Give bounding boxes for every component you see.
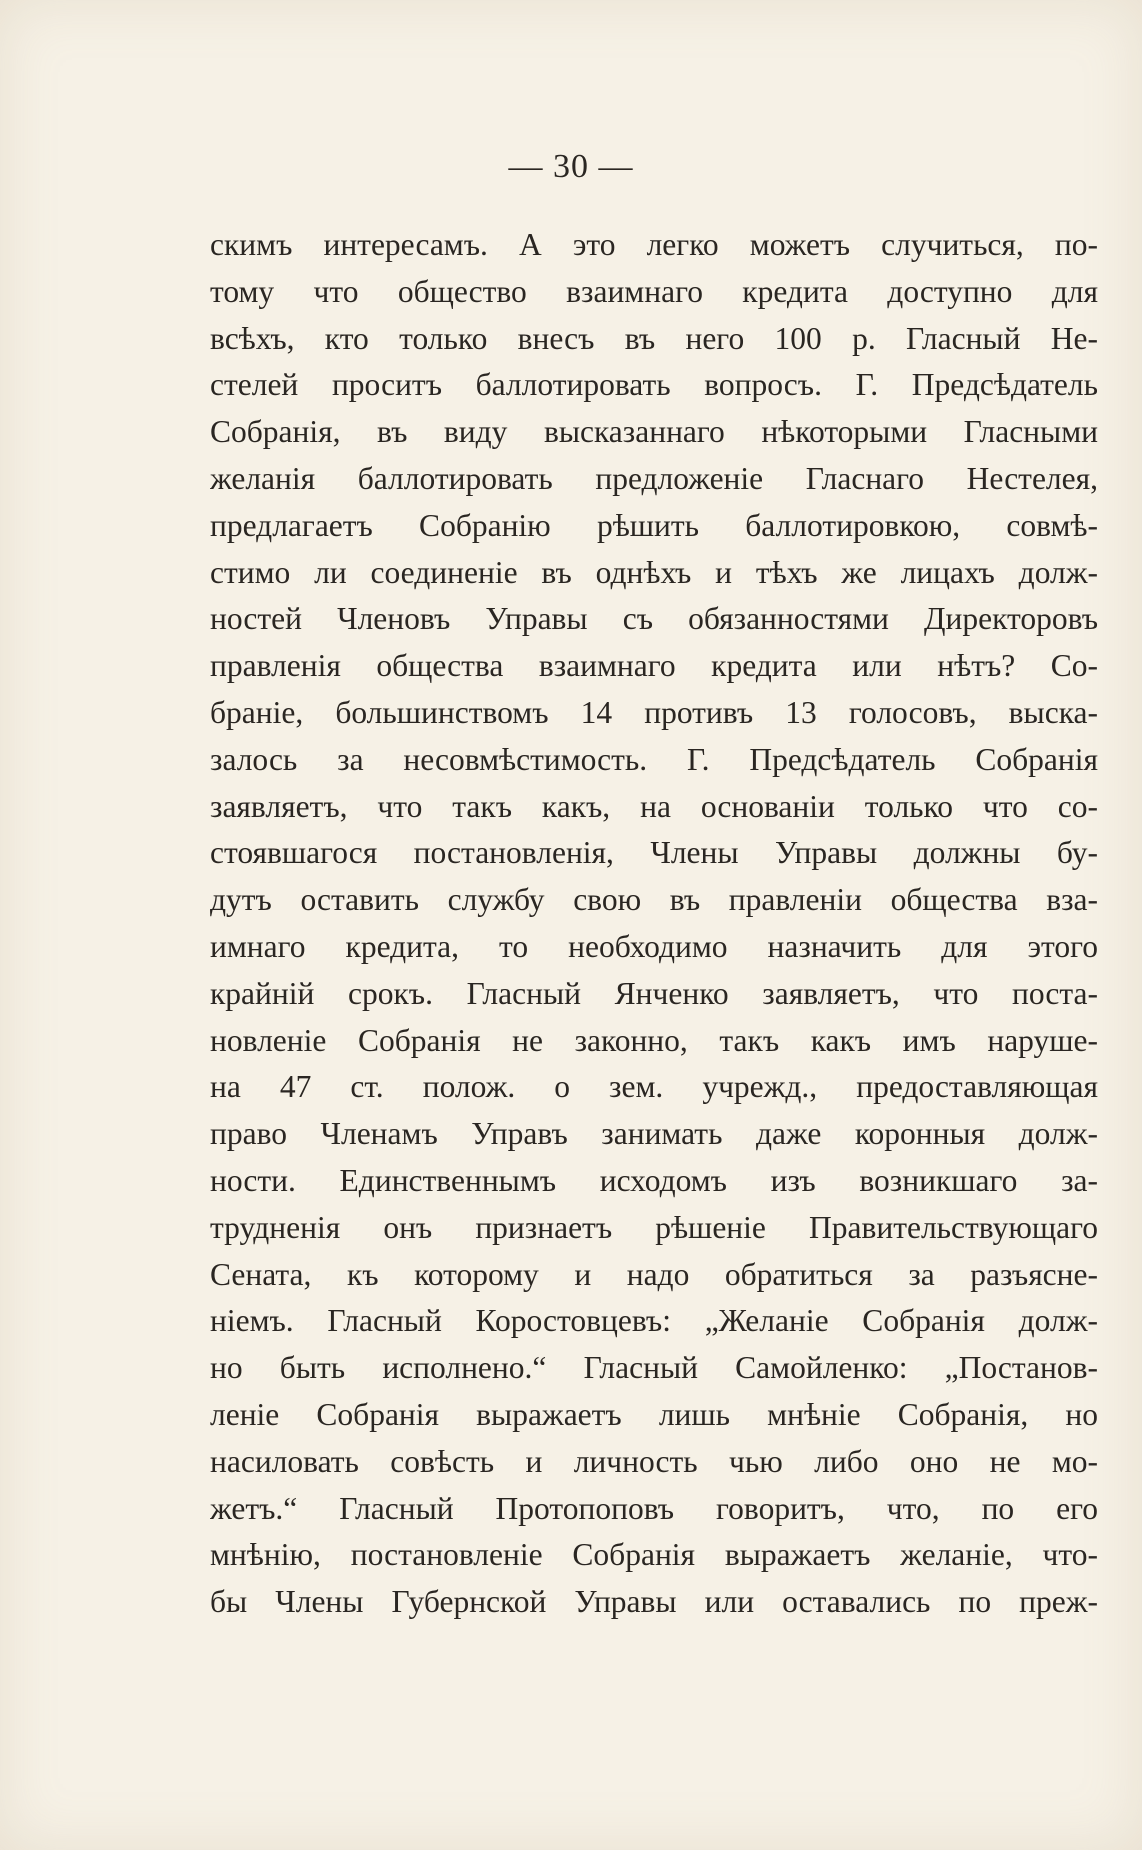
text-line: дутъ оставить службу свою въ правленіи общества вза-: [210, 882, 1098, 918]
body-text: [210, 222, 1098, 1626]
text-line: предлагаетъ Собранію рѣшить баллотировкою, совмѣ-: [210, 507, 1098, 543]
text-line: ностей Членовъ Управы съ обязанностями Директоровъ: [210, 601, 1098, 637]
text-line: мнѣнію, постановленіе Собранія выражаетъ желаніе, что-: [210, 1537, 1098, 1573]
text-line: ніемъ. Гласный Коростовцевъ: „Желаніе Собранія долж-: [210, 1303, 1098, 1339]
text-line: ности. Единственнымъ исходомъ изъ возникшаго за-: [210, 1162, 1098, 1198]
text-line: Собранія, въ виду высказаннаго нѣкоторыми Гласными: [210, 414, 1098, 450]
text-line: Сената, къ которому и надо обратиться за разъясне-: [210, 1256, 1098, 1292]
text-line: право Членамъ Управъ занимать даже коронныя долж-: [210, 1116, 1098, 1152]
text-line: заявляетъ, что такъ какъ, на основаніи только что со-: [210, 788, 1098, 824]
text-line: стелей проситъ баллотировать вопросъ. Г. Предсѣдатель: [210, 367, 1098, 403]
text-line: желанія баллотировать предложеніе Гласнаго Нестелея,: [210, 460, 1098, 496]
text-line: крайній срокъ. Гласный Янченко заявляетъ, что поста-: [210, 975, 1098, 1011]
text-line: трудненія онъ признаетъ рѣшеніе Правительствующаго: [210, 1209, 1098, 1245]
text-line: скимъ интересамъ. А это легко можетъ случиться, по-: [210, 227, 1098, 262]
text-line: леніе Собранія выражаетъ лишь мнѣніе Собранія, но: [210, 1396, 1098, 1432]
text-line: стоявшагося постановленія, Члены Управы должны бу-: [210, 835, 1098, 871]
text-line: насиловать совѣсть и личность чью либо оно не мо-: [210, 1443, 1098, 1479]
text-line: стимо ли соединеніе въ однѣхъ и тѣхъ же лицахъ долж-: [210, 554, 1098, 590]
text-line: жетъ.“ Гласный Протопоповъ говоритъ, что, по его: [210, 1490, 1098, 1526]
text-line: на 47 ст. полож. о зем. учрежд., предоставляющая: [210, 1069, 1098, 1105]
text-line: тому что общество взаимнаго кредита доступно для: [210, 273, 1098, 309]
text-line: новленіе Собранія не законно, такъ какъ имъ наруше-: [210, 1022, 1098, 1058]
text-line: правленія общества взаимнаго кредита или нѣтъ? Со-: [210, 648, 1098, 684]
text-line: всѣхъ, кто только внесъ въ него 100 р. Гласный Не-: [210, 320, 1098, 356]
text-line: но быть исполнено.“ Гласный Самойленко: „Постанов-: [210, 1350, 1098, 1386]
text-line: бы Члены Губернской Управы или оставались по преж-: [210, 1584, 1098, 1620]
text-line: имнаго кредита, то необходимо назначить для этого: [210, 928, 1098, 964]
text-line: залось за несовмѣстимость. Г. Предсѣдатель Собранія: [210, 741, 1098, 777]
text-line: браніе, большинствомъ 14 противъ 13 голосовъ, выска-: [210, 694, 1098, 730]
page-number: — 30 —: [508, 148, 634, 185]
